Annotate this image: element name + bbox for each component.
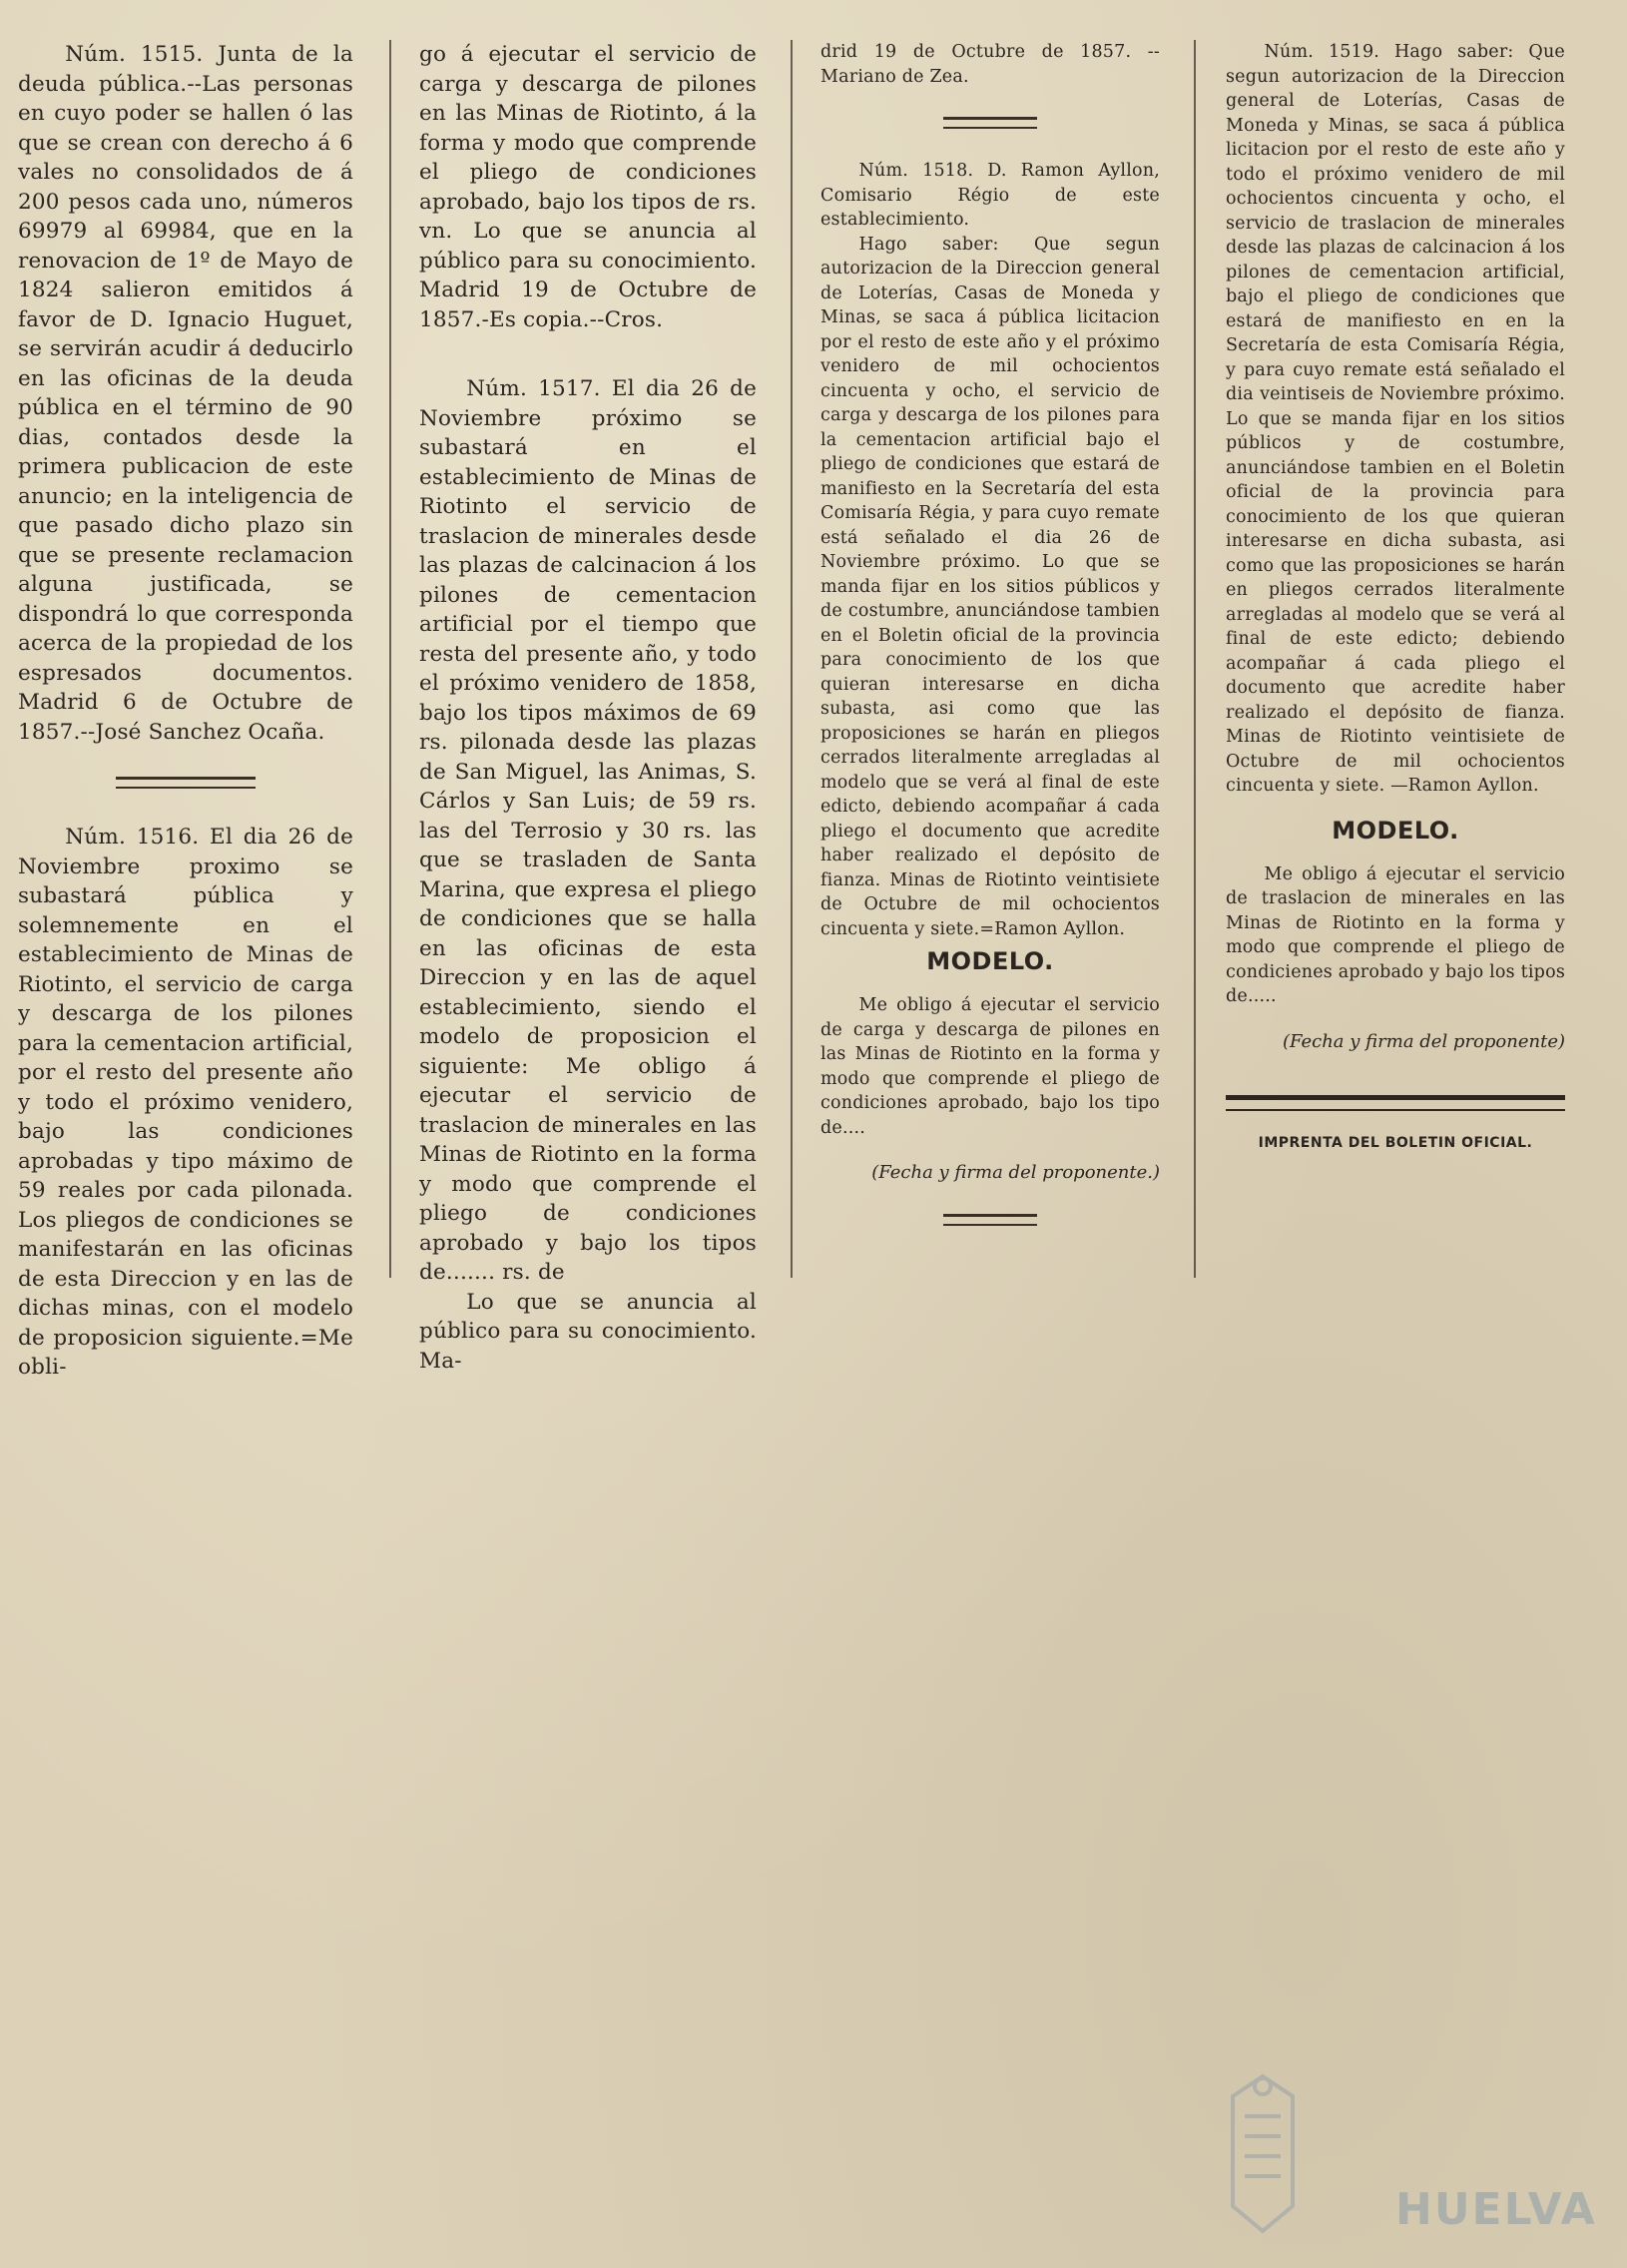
- modelo-text: Me obligo á ejecutar el servicio de traslacion de minerales en las Minas de Riotinto en la forma y modo que comprende el pliego de condicienes aprobado y bajo los tipos de.....: [1226, 863, 1565, 1006]
- notice-1517: Núm. 1517. El dia 26 de Noviembre próximo se subastará en el establecimiento de Minas de Riotinto el servicio de traslacion de minerales desde las plazas de calcinacion á los pilones de cementacion artificial por el tiempo que resta del presente año, y todo el próximo venidero de 1858, bajo los tipos máximos de 69 rs. pilonada desde las plazas de San Miguel, las Animas, S. Cárlos y San Luis; de 59 rs. las del Terrosio y 30 rs. las que se trasladen de Santa Marina, que expresa el pliego de condiciones que se halla en las oficinas de esta Direccion y en las de aquel establecimiento, siendo el modelo de proposicion el siguiente: Me obligo á ejecutar el servicio de traslacion de minerales en las Minas de Riotinto en la forma y modo que comprende el pliego de condiciones aprobado y bajo los tipos de....... rs. de: [419, 376, 757, 1285]
- column-3: [820, 40, 1160, 1256]
- section-divider: [943, 1214, 1037, 1226]
- section-divider: [116, 777, 256, 789]
- modelo-title: MODELO.: [1332, 816, 1459, 845]
- notice-1517-continued: drid 19 de Octubre de 1857. --Mariano de Zea.: [820, 42, 1160, 87]
- library-stamp-label: HUELVA: [1395, 2184, 1597, 2235]
- column-separator: [791, 40, 793, 1278]
- section-divider: [943, 117, 1037, 129]
- signature-line: (Fecha y firma del proponente.): [871, 1162, 1160, 1183]
- modelo-text: Me obligo á ejecutar el servicio de carga y descarga de pilones en las Minas de Riotinto en la forma y modo que comprende el pliego de condiciones aprobado, bajo los tipo de....: [820, 995, 1160, 1138]
- column-2: [419, 40, 757, 1376]
- modelo-title: MODELO.: [926, 947, 1054, 975]
- signature-line: (Fecha y firma del proponente): [1282, 1030, 1565, 1052]
- notice-1516: Núm. 1516. El dia 26 de Noviembre proximo se subastará pública y solemnemente en el establecimiento de Minas de Riotinto, el servicio de carga y descarga de los pilones para la cementacion artificial, por el resto del presente año y todo el próximo venidero, bajo las condiciones aprobadas y tipo máximo de 59 reales por cada pilonada. Los pliegos de condiciones se manifestarán en las oficinas de esta Direccion y en las de dichas minas, con el modelo de proposicion siguiente.=Me obli-: [18, 825, 353, 1380]
- notice-1518-heading: Núm. 1518. D. Ramon Ayllon, Comisario Régio de este establecimiento.: [820, 161, 1160, 230]
- column-separator: [1194, 40, 1196, 1278]
- printer-imprint: IMPRENTA DEL BOLETIN OFICIAL.: [1258, 1134, 1533, 1151]
- column-4: [1226, 40, 1565, 1151]
- notice-1517-closing: Lo que se anuncia al público para su conocimiento. Ma-: [419, 1289, 757, 1374]
- notice-1519: Núm. 1519. Hago saber: Que segun autorizacion de la Direccion general de Loterías, Casas de Moneda y Minas, se saca á pública licitacion por el resto de este año y todo el próximo venidero de mil ochocientos cincuenta y ocho, el servicio de traslacion de minerales desde las plazas de calcinacion á los pilones de cementacion artificial, bajo el pliego de condiciones que estará de manifiesto en en la Secretaría de esta Comisaría Régia, y para cuyo remate está señalado el dia veintiseis de Noviembre próximo. Lo que se manda fijar en los sitios públicos y de costumbre, anunciándose tambien en el Boletin oficial de la provincia para conocimiento de los que quieran interesarse en dicha subasta, asi como que las proposiciones se harán en pliegos cerrados literalmente arregladas al modelo que se verá al final de este edicto; debiendo acompañar á cada pliego el documento que acredite haber realizado el depósito de fianza. Minas de Riotinto veintisiete de Octubre de mil ochocientos cincuenta y siete. —Ramon Ayllon.: [1226, 42, 1565, 796]
- notice-1518-body: Hago saber: Que segun autorizacion de la Direccion general de Loterías, Casas de Moneda y Minas, se saca á pública licitacion por el resto de este año y el próximo venidero de mil ochocientos cincuenta y ocho, el servicio de carga y descarga de los pilones para la cementacion artificial bajo el pliego de condiciones que estará de manifiesto en la Secretaría del esta Comisaría Régia, y para cuyo remate está señalado el dia 26 de Noviembre próximo. Lo que se manda fijar en los sitios públicos y de costumbre, anunciándose tambien en el Boletin oficial de la provincia para conocimiento de los que quieran interesarse en dicha subasta, asi como que las proposiciones se harán en pliegos cerrados literalmente arregladas al modelo que se verá al final de este edicto, debiendo acompañar á cada pliego el documento que acredite haber realizado el depósito de fianza. Minas de Riotinto veintisiete de Octubre de mil ochocientos cincuenta y siete.=Ramon Ayllon.: [820, 234, 1160, 939]
- column-separator: [389, 40, 391, 1278]
- notice-1516-continued: go á ejecutar el servicio de carga y descarga de pilones en las Minas de Riotinto, á la forma y modo que comprende el pliego de condiciones aprobado, bajo los tipos de rs. vn. Lo que se anuncia al público para su conocimiento. Madrid 19 de Octubre de 1857.-Es copia.--Cros.: [419, 42, 757, 332]
- column-1: [18, 40, 353, 1383]
- notice-1515: Núm. 1515. Junta de la deuda pública.--Las personas en cuyo poder se hallen ó las que se crean con derecho á 6 vales no consolidados de á 200 pesos cada uno, números 69979 al 69984, que en la renovacion de 1º de Mayo de 1824 salieron emitidos á favor de D. Ignacio Huguet, se servirán acudir á deducirlo en las oficinas de la deuda pública en el término de 90 dias, contados desde la primera publicacion de este anuncio; en la inteligencia de que pasado dicho plazo sin que se presente reclamacion alguna justificada, se dispondrá lo que corresponda acerca de la propiedad de los espresados documentos. Madrid 6 de Octubre de 1857.--José Sanchez Ocaña.: [18, 42, 353, 745]
- closing-rule: [1226, 1095, 1565, 1111]
